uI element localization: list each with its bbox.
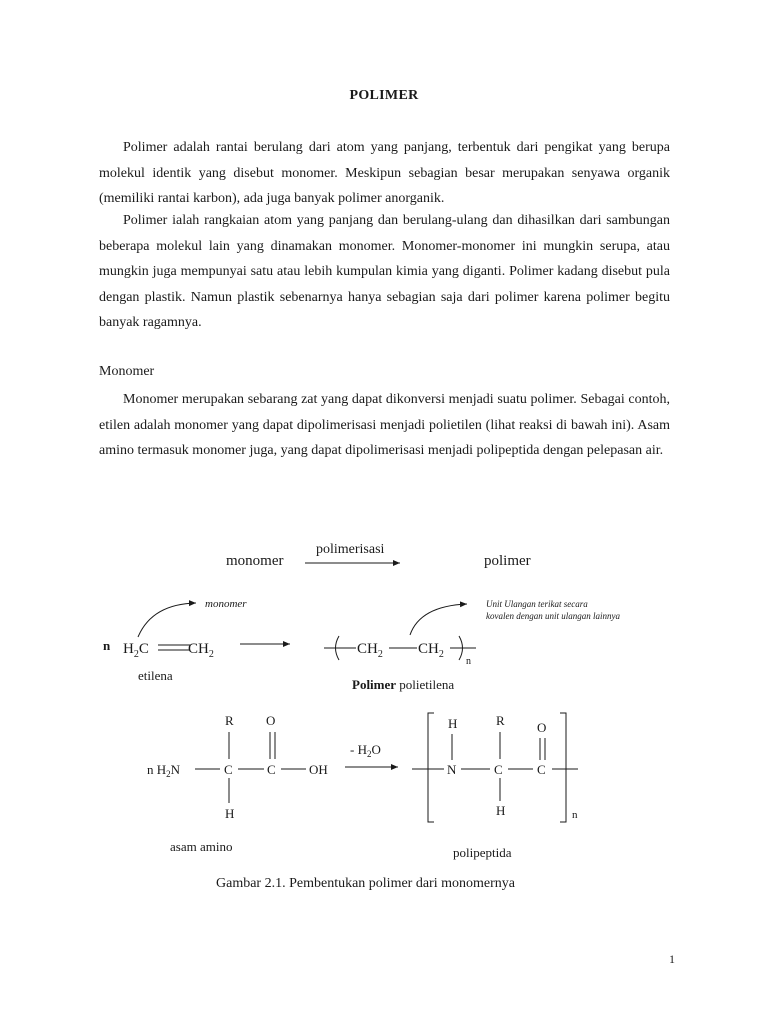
fig-polypeptide-left-bracket	[428, 713, 434, 822]
paragraph-polimer-definition: Polimer adalah rantai berulang dari atom yang panjang, terbentuk dari pengikat yang berupa molekul identik yang disebut monomer. Meskipun sebagian besar merupakan senyawa organik (memiliki rantai karbon), ada juga banyak polimer anorganik.	[99, 140, 670, 206]
fig-header-monomer: monomer	[226, 553, 284, 569]
fig-ethylene-left-group: $H_2C$	[123, 641, 149, 660]
fig-polyethylene-unit-left: $CH_2$	[357, 641, 383, 660]
fig-amino-atom-c2: C	[267, 762, 276, 777]
fig-polypeptide-atom-r: R	[496, 713, 505, 728]
fig-curved-arrow-unit	[410, 604, 467, 635]
fig-polypeptide-right-bracket	[560, 713, 566, 822]
fig-amino-arrow-label: - $H_2O$	[350, 742, 381, 759]
fig-annotation-unit-line1: Unit Ulangan terikat secara	[486, 599, 588, 609]
fig-header-arrow-label: polimerisasi	[316, 542, 385, 557]
fig-amino-group-oh: OH	[309, 762, 328, 777]
fig-polypeptide-subscript-n: n	[572, 809, 578, 821]
fig-amino-atom-r: R	[225, 713, 234, 728]
section-heading-monomer: Monomer	[99, 364, 155, 379]
fig-polyethylene-subscript-n: n	[466, 656, 471, 667]
fig-polypeptide-atom-h-bottom: H	[496, 803, 506, 818]
fig-polypeptide-atom-h-top: H	[448, 716, 458, 731]
fig-polypeptide-atom-c1: C	[494, 762, 503, 777]
fig-polypeptide-atom-o: O	[537, 720, 547, 735]
fig-caption: Gambar 2.1. Pembentukan polimer dari monomernya	[216, 876, 515, 891]
fig-curved-arrow-monomer	[138, 603, 196, 637]
fig-polyethylene-unit-right: $CH_2$	[418, 641, 444, 660]
fig-polypeptide-atom-n: N	[447, 762, 457, 777]
paragraph-monomer-description: Monomer merupakan sebarang zat yang dapat dikonversi menjadi suatu polimer. Sebagai contoh, etilen adalah monomer yang dapat dipolimerisasi menjadi polietilen (lihat reaksi di bawah ini). Asam amino termasuk monomer juga, yang dapat dipolimerisasi menjadi polipeptida dengan pelepasan air.	[99, 392, 670, 458]
fig-header-polimer: polimer	[484, 553, 531, 569]
fig-ethylene-name: etilena	[138, 668, 173, 683]
fig-coefficient-n: n	[103, 638, 111, 653]
fig-amino-atom-c: C	[224, 762, 233, 777]
fig-ethylene-right-group: $CH_2$	[188, 641, 214, 660]
page-title: POLIMER	[349, 88, 419, 103]
fig-amino-name: asam amino	[170, 839, 233, 854]
fig-amino-atom-h: H	[225, 806, 235, 821]
fig-amino-reactant: n $H_2N$	[147, 762, 181, 779]
fig-polypeptide-name: polipeptida	[453, 845, 512, 860]
fig-annotation-monomer: monomer	[205, 598, 247, 610]
page-number: 1	[669, 952, 675, 966]
paragraph-polimer-description: Polimer ialah rangkaian atom yang panjang dan berulang-ulang dan dihasilkan dari sambungan beberapa molekul lain yang dinamakan monomer. Monomer-monomer ini mungkin serupa, atau mungkin juga mempunyai satu atau lebih kumpulan kimia yang diganti. Polimer kadang disebut pula dengan plastik. Namun plastik sebenarnya hanya sebagian saja dari polimer karena polimer begitu banyak ragamnya.	[99, 213, 670, 330]
fig-polyethylene-name: Polimer polietilena	[352, 677, 455, 692]
fig-polypeptide-atom-c2: C	[537, 762, 546, 777]
fig-annotation-unit-line2: kovalen dengan unit ulangan lainnya	[486, 611, 620, 621]
figure-polymerization	[0, 520, 768, 900]
fig-amino-atom-o: O	[266, 713, 276, 728]
